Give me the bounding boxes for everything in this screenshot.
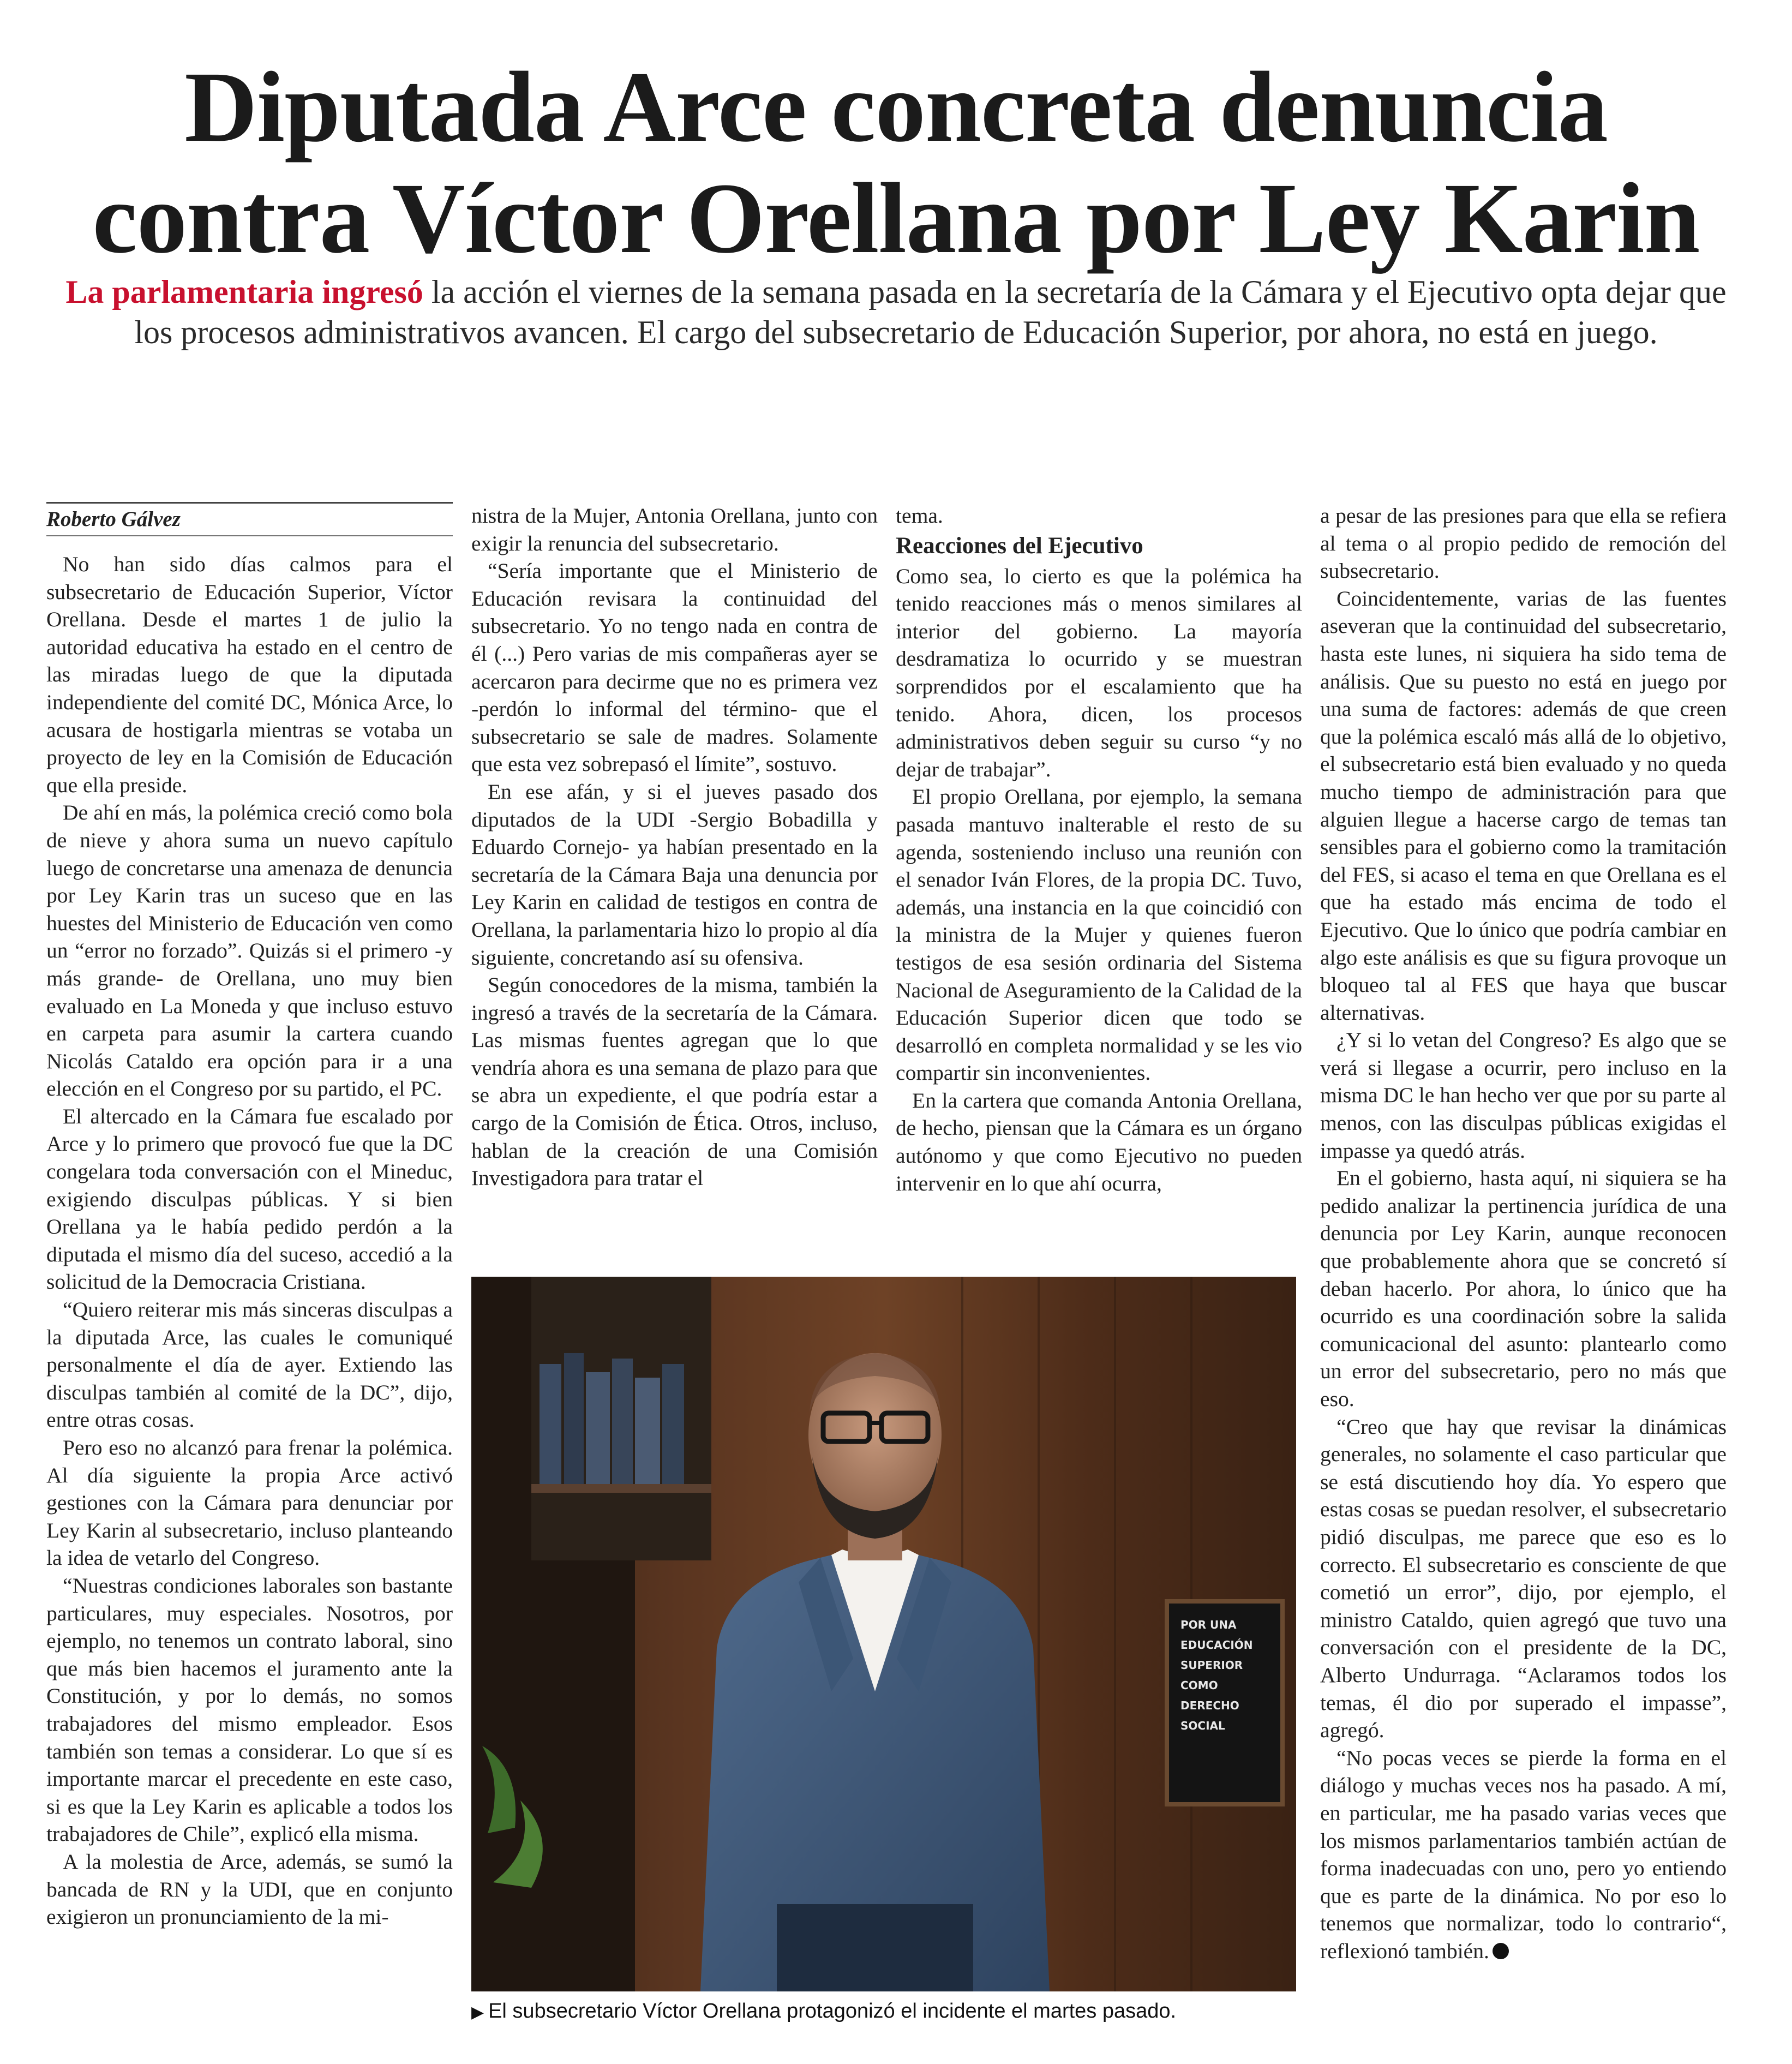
paragraph: Coincidentemente, varias de las fuentes aseveran que la continuidad del subsecretario, hasta este lunes, ni siquiera ha sido tema de análisis. Que su puesto no está en juego por una suma de factores: además de que creen que la polémica escaló más allá de lo objetivo, el subsecretario está bien evaluado y no queda mucho tiempo de administración para que alguien llegue a hacerse cargo de temas tan sensibles para el gobierno como la tramitación del FES, si acaso el tema en que Orellana es el que ha estado más encima de todo el Ejecutivo. Que lo único que podría cambiar en algo este análisis es que su figura provoque un bloqueo tal al FES que haya que buscar alternativas. (1320, 586, 1727, 1025)
article-dek (44, 272, 1748, 352)
paragraph: A la molestia de Arce, además, se sumó la bancada de RN y la UDI, que en conjunto exigieron un pronunciamiento de la mi- (46, 1849, 453, 1929)
paragraph: No han sido días calmos para el subsecretario de Educación Superior, Víctor Orellana. Desde el martes 1 de julio la autoridad educativa ha estado en el centro de las miradas luego de que la diputada independiente del comité DC, Mónica Arce, lo acusara de hostigarla mientras se votaba un proyecto de ley en la Comisión de Educación que ella preside. (46, 552, 453, 797)
sign-line: POR UNA (1180, 1618, 1237, 1631)
paragraph: El altercado en la Cámara fue escalado por Arce y lo primero que provocó fue que la DC congelara toda conversación con el Mineduc, exigiendo disculpas públicas. Y si bien Orellana ya le había pedido perdón a la diputada el mismo día del suceso, accedió a la solicitud de la Democracia Cristiana. (46, 1104, 453, 1294)
caption-arrow-icon: ▶ (471, 2003, 484, 2021)
column-4 (1320, 502, 1727, 1965)
byline: Roberto Gálvez (46, 502, 453, 536)
paragraph: “Nuestras condiciones laborales son bastante particulares, muy especiales. Nosotros, por ejemplo, no tenemos un contrato laboral, sino que más bien hacemos el juramento ante la Constitución, y por lo demás, no somos trabajadores del mismo empleador. Esos también son temas a considerar. Lo que sí es importante marcar el precedente en este caso, si es que la Ley Karin es aplicable a todos los trabajadores de Chile”, explicó ella misma. (46, 1573, 453, 1846)
paragraph: “Creo que hay que revisar la dinámicas generales, no solamente el caso particular que se está discutiendo hoy día. Yo espero que estas cosas se puedan resolver, el subsecretario pidió disculpas, me parece que eso es lo correcto. El subsecretario es consciente de que cometió un error”, dijo, por ejemplo, el ministro Cataldo, quien agregó que tuvo una conversación con el presidente de la DC, Alberto Undurraga. “Aclaramos todos los temas, él dio por superado el impasse”, agregó. (1320, 1414, 1727, 1743)
sign-line: EDUCACIÓN (1180, 1638, 1253, 1652)
paragraph: tema. (896, 504, 943, 528)
article-photo (471, 1277, 1296, 1991)
paragraph: En el gobierno, hasta aquí, ni siquiera se ha pedido analizar la pertinencia jurídica de una denuncia por Ley Karin, aunque reconocen que probablemente ahora que se concretó sí deban hacerlo. Por ahora, lo único que ha ocurrido es una coordinación sobre la salida comunicacional del asunto: plantearlo como un error del subsecretario, pero no más que eso. (1320, 1166, 1727, 1411)
paragraph: El propio Orellana, por ejemplo, la semana pasada mantuvo inalterable el resto de su agenda, sosteniendo incluso una reunión con el senador Iván Flores, de la propia DC. Tuvo, además, una instancia en la que coincidió con la ministra de la Mujer y quienes fueron testigos de esa sesión ordinaria del Sistema Nacional de Aseguramiento de la Calidad de la Educación Superior dicen que todo se desarrolló en completa normalidad y se les vio compartir sin inconvenientes. (896, 785, 1302, 1085)
paragraph: En la cartera que comanda Antonia Orellana, de hecho, piensan que la Cámara es un órgano autónomo y que como Ejecutivo no pueden intervenir en lo que ahí ocurra, (896, 1088, 1302, 1195)
caption-text: El subsecretario Víctor Orellana protagonizó el incidente el martes pasado. (488, 2000, 1177, 2023)
paragraph: “Quiero reiterar mis más sinceras disculpas a la diputada Arce, las cuales le comuniqué personalmente el día de ayer. Extiendo las disculpas también al comité de la DC”, dijo, entre otras cosas. (46, 1297, 453, 1432)
headline-line-1: Diputada Arce concreta denuncia (184, 51, 1608, 163)
headline-line-2: contra Víctor Orellana por Ley Karin (92, 163, 1700, 274)
end-of-article-mark (1493, 1943, 1509, 1959)
paragraph-text: “No pocas veces se pierde la forma en el diálogo y muchas veces nos ha pasado. A mí, en particular, me ha pasado varias veces que los mismos parlamentarios también actúan de forma inadecuadas con uno, pero yo entiendo que es parte de la dinámica. No por eso lo tenemos que normalizar, todo lo contrario“, reflexionó también. (1320, 1745, 1727, 1963)
paragraph: De ahí en más, la polémica creció como bola de nieve y ahora suma un nuevo capítulo luego de concretarse una amenaza de denuncia por Ley Karin tras un suceso que en las huestes del Ministerio de Educación ven como un “error no forzado”. Quizás si el primero -y más grande- de Orellana, uno muy bien evaluado en La Moneda y que incluso estuvo en carpeta para asumir la cartera cuando Nicolás Cataldo era opción para ir a una elección en el Congreso por su partido, el PC. (46, 800, 453, 1101)
section-subhead: Reacciones del Ejecutivo (896, 533, 1143, 559)
paragraph: Según conocedores de la misma, también la ingresó a través de la secretaría de la Cámara. Las mismas fuentes agregan que lo que vendría ahora es una semana de plazo para que se abra un expediente, el que podría estar a cargo de la Comisión de Ética. Otros, incluso, hablan de la creación de una Comisión Investigadora para tratar el (471, 973, 878, 1190)
dek-lead: La parlamentaria ingresó (65, 274, 423, 310)
paragraph: nistra de la Mujer, Antonia Orellana, junto con exigir la renuncia del subsecretario. (471, 504, 878, 555)
sign-line: COMO (1180, 1679, 1218, 1692)
column-2 (471, 502, 878, 1192)
column-1 (46, 502, 453, 1931)
photo-caption (471, 1998, 1296, 2026)
paragraph: “Sería importante que el Ministerio de Educación revisara la continuidad del subsecretario. Yo no tengo nada en contra de él (...) Pero varias de mis compañeras ayer se acercaron para decirme que no es primera vez -perdón lo informal del término- que el subsecretario se sale de madres. Solamente que esta vez sobrepasó el límite”, sostuvo. (471, 559, 878, 776)
sign-line: DERECHO (1180, 1699, 1239, 1712)
headline (44, 52, 1748, 274)
sign-line: SOCIAL (1180, 1719, 1225, 1732)
paragraph: Pero eso no alcanzó para frenar la polémica. Al día siguiente la propia Arce activó gestiones con la Cámara para denunciar por Ley Karin al subsecretario, incluso planteando la idea de vetarlo del Congreso. (46, 1435, 453, 1570)
paragraph: a pesar de las presiones para que ella se refiera al tema o al propio pedido de remoción del subsecretario. (1320, 504, 1727, 583)
paragraph (1320, 1744, 1727, 1965)
sign-line: SUPERIOR (1180, 1659, 1243, 1672)
paragraph: En ese afán, y si el jueves pasado dos diputados de la UDI -Sergio Bobadilla y Eduardo Cornejo- ya habían presentado en la secretaría de la Cámara Baja una denuncia por Ley Karin en calidad de testigos en contra de Orellana, la parlamentaria hizo lo propio al día siguiente, concretando así su ofensiva. (471, 779, 878, 970)
column-3 (896, 502, 1302, 1197)
dek-text: la acción el viernes de la semana pasada en la secretaría de la Cámara y el Ejecutivo opta dejar que los procesos administrativos avancen. El cargo del subsecretario de Educación Superior, por ahora, no está en juego. (134, 274, 1727, 350)
paragraph: Como sea, lo cierto es que la polémica ha tenido reacciones más o menos similares al interior del gobierno. La mayoría desdramatiza lo ocurrido y se muestran sorprendidos por el escalamiento que ha tenido. Ahora, dicen, los procesos administrativos deben seguir su curso “y no dejar de trabajar”. (896, 564, 1302, 781)
paragraph: ¿Y si lo vetan del Congreso? Es algo que se verá si llegase a ocurrir, pero incluso en la misma DC le han hecho ver que por su parte al menos, con las disculpas públicas exigidas el impasse ya quedó atrás. (1320, 1028, 1727, 1163)
